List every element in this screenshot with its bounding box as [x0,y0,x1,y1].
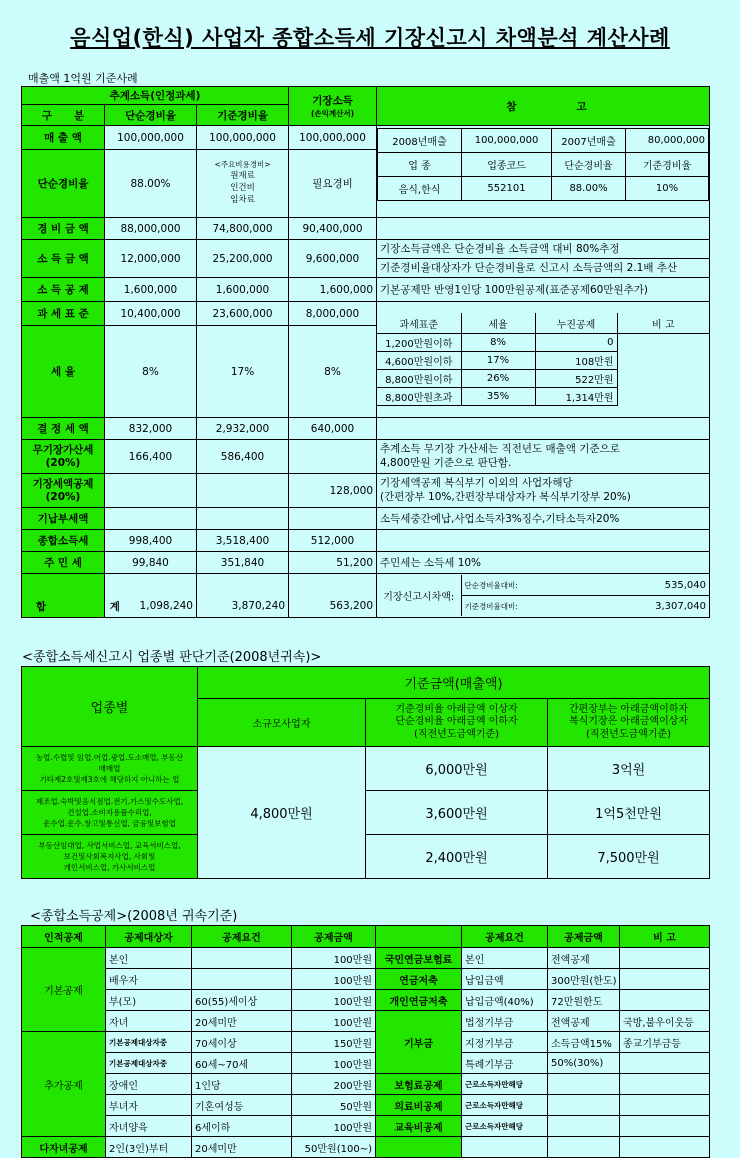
section3-title: <종합소득공제>(2008년 귀속기준) [30,909,238,924]
sales-simple: 100,000,000 [105,126,197,150]
prepaid-simple [105,508,197,530]
income-deduction-table [21,925,710,1158]
ref-h-biz: 업 종 [378,152,462,176]
tax-standard: 2,932,000 [197,418,289,440]
ref-2007-label: 2007년매출 [552,128,626,152]
nobook-standard: 586,400 [197,440,289,474]
r-pension-req: 본인 [462,948,548,969]
ref-2007: 80,000,000 [626,128,709,152]
resident-simple: 99,840 [105,552,197,574]
diff2: 3,307,040 [655,600,707,612]
h-blank [376,926,462,948]
rate-row: 8,800만원이하 [377,370,461,388]
rate-simple: 88.00% [105,150,197,218]
rate-row: 1,200만원이하 [377,334,461,352]
r-saving: 연금저축 [376,969,462,990]
ref-2008: 100,000,000 [462,128,552,152]
row-total-income-label: 종합소득세 [22,530,105,552]
deduct-amt: 200만원 [292,1074,376,1095]
h-req2: 공제요건 [462,926,548,948]
resident-standard: 351,840 [197,552,289,574]
ref-deduct-note: 기본공제만 반영1인당 100만원공제(표준공제60만원추가) [377,278,710,302]
deduct-req: 60(55)세이상 [192,990,292,1011]
group-basic: 기본공제 [22,948,106,1032]
deduct-amt: 150만원 [292,1032,376,1053]
r-don1-req: 법정기부금 [462,1011,548,1032]
h-note: 비 고 [620,926,710,948]
r-pension: 국민연금보험료 [376,948,462,969]
income-simple: 12,000,000 [105,240,197,278]
row-sum-label-top [22,574,105,596]
nobook-gijang [289,440,377,474]
ref-h-code: 업종코드 [462,152,552,176]
h-amt2: 공제금액 [548,926,620,948]
deduct-standard: 1,600,000 [197,278,289,302]
ref-prepaid-note: 소득세중간예납,사업소득자3%징수,기타소득자20% [377,508,710,530]
row-taxrate-label: 세 율 [22,326,105,418]
r-donation: 기부금 [376,1011,462,1074]
r-med-note [620,1095,710,1116]
tax-comparison-table [21,86,710,618]
simple-amount-2: 3,600만원 [366,791,548,835]
industry-group-1: 농업.수렵및 임업.어업.광업.도소매업, 부동산 매매업 기타제2호및제3호에 해당하지 아니하는 업 [22,747,198,791]
deduct-req [192,969,292,990]
header-standard: 기준경비율 [197,105,289,126]
diff1-label: 단순경비율대비: [461,575,551,596]
base-standard: 23,600,000 [197,302,289,326]
total-income-gijang: 512,000 [289,530,377,552]
deduct-amt: 100만원 [292,990,376,1011]
sum-standard: 3,870,240 [197,596,289,618]
simple-amount-1: 6,000만원 [366,747,548,791]
simple-amount-3: 2,400만원 [366,835,548,879]
ref-biz: 음식,한식 [378,176,462,200]
r-personal-req: 납입금액(40%) [462,990,548,1011]
sales-gijang: 100,000,000 [289,126,377,150]
header-reference: 참고 [377,87,710,126]
header-book-criteria: 간편장부는 아래금액이하자 복식기장은 아래금액이상자 (직전년도금액기준) [548,699,710,747]
rate-row: 8,800만원초과 [377,388,461,406]
r-personal: 개인연금저축 [376,990,462,1011]
deduct-amt: 50만원 [292,1095,376,1116]
ref-diff [377,574,710,618]
rate-row: 522만원 [535,370,617,388]
ref-rate-table [377,302,710,418]
total-income-standard: 3,518,400 [197,530,289,552]
r-pension-amt: 전액공제 [548,948,620,969]
r-edu-note [620,1116,710,1137]
deduct-req: 70세이상 [192,1032,292,1053]
base-simple: 10,400,000 [105,302,197,326]
deduct-target: 기본공제대상자중 [106,1053,192,1074]
deduct-target: 부녀자 [106,1095,192,1116]
r-empty [462,1137,548,1158]
h-req: 공제요건 [192,926,292,948]
ref-code: 552101 [462,176,552,200]
expense-gijang: 90,400,000 [289,218,377,240]
rate-standard-costs: <주요비용경비> 원재료 인건비 임차료 [197,150,289,218]
header-gijang: 기장소득 (손익계산서) [289,87,377,126]
taxrate-simple: 8% [105,326,197,418]
book-amount-3: 7,500만원 [548,835,710,879]
r-edu-req: 근로소득자만해당 [462,1116,548,1137]
rate-row: 108만원 [535,352,617,370]
deduct-target: 기본공제대상자중 [106,1032,192,1053]
diff-label: 기장신고시차액: [377,575,461,616]
r-don3-note [620,1053,710,1074]
sum-simple: 1,098,240 [105,596,197,618]
row-resident-label: 주 민 세 [22,552,105,574]
deduct-target: 배우자 [106,969,192,990]
rate-gijang: 필요경비 [289,150,377,218]
ref-2008-label: 2008년매출 [378,128,462,152]
deduct-target: 자녀양육 [106,1116,192,1137]
r-don2-note: 종교기부금등 [620,1032,710,1053]
deduct-req: 기혼여성등 [192,1095,292,1116]
deduct-req: 20세미만 [192,1011,292,1032]
row-credit-label: 기장세액공제 (20%) [22,474,105,508]
ref-empty [377,218,710,240]
r-saving-req: 납입금액 [462,969,548,990]
row-prepaid-label: 기납부세액 [22,508,105,530]
expense-standard: 74,800,000 [197,218,289,240]
rate-row: 4,600만원이하 [377,352,461,370]
book-amount-2: 1억5천만원 [548,791,710,835]
expense-simple: 88,000,000 [105,218,197,240]
deduct-target: 자녀 [106,1011,192,1032]
section2-title: <종합소득세신고시 업종별 판단기준(2008년귀속)> [22,650,322,665]
rate-row: 0 [535,334,617,352]
header-industry: 업종별 [22,667,198,747]
r-education: 교육비공제 [376,1116,462,1137]
ref-empty [377,418,710,440]
ref-resident-note: 주민세는 소득세 10% [377,552,710,574]
deduct-target: 부(모) [106,990,192,1011]
ref-simple: 88.00% [552,176,626,200]
rate-row: 17% [461,352,535,370]
sum-top-gijang [289,574,377,596]
ref-nobook-note: 추계소득 무기장 가산세는 직전년도 매출액 기준으로 4,800만원 기준으로 판단함. [377,440,710,474]
ref-income-notes: 기장소득금액은 단순경비율 소득금액 대비 80%추정 기준경비율대상자가 단순경비율로 신고시 소득금액의 2.1배 추산 [377,240,710,278]
ref-h-simple: 단순경비율 [552,152,626,176]
deduct-req: 1인당 [192,1074,292,1095]
industry-criteria-table [21,666,710,879]
row-rate-label: 단순경비율 [22,150,105,218]
h-target: 공제대상자 [106,926,192,948]
row-tax-label: 결 정 세 액 [22,418,105,440]
r-don1-amt: 전액공제 [548,1011,620,1032]
nobook-simple: 166,400 [105,440,197,474]
r-don3-req: 특례기부금 [462,1053,548,1074]
r-ins-req: 근로소득자만해당 [462,1074,548,1095]
rate-h-progressive: 누진공제 [535,313,617,334]
rate-row: 35% [461,388,535,406]
deduct-amt: 100만원 [292,1053,376,1074]
rate-row: 1,314만원 [535,388,617,406]
rate-h-base: 과세표준 [377,313,461,334]
r-edu-amt [548,1116,620,1137]
reference-industry [377,126,710,218]
income-standard: 25,200,000 [197,240,289,278]
page-title: 음식업(한식) 사업자 종합소득세 기장신고시 차액분석 계산사례 [70,26,670,50]
r-don1-note: 국방,불우이웃등 [620,1011,710,1032]
r-ins-amt [548,1074,620,1095]
deduct-amt: 100만원 [292,969,376,990]
rate-h-note: 비 고 [617,313,709,334]
row-income-label: 소 득 금 액 [22,240,105,278]
small-biz-amount: 4,800만원 [198,747,366,879]
r-don2-amt: 소득금액15% [548,1032,620,1053]
rate-row: 26% [461,370,535,388]
deduct-req: 20세미만 [192,1137,292,1158]
deduct-req: 60세~70세 [192,1053,292,1074]
total-income-simple: 998,400 [105,530,197,552]
row-nobook-label: 무기장가산세 (20%) [22,440,105,474]
income-gijang: 9,600,000 [289,240,377,278]
sum-gijang: 563,200 [289,596,377,618]
r-med-amt [548,1095,620,1116]
r-insurance: 보험료공제 [376,1074,462,1095]
deduct-gijang: 1,600,000 [289,278,377,302]
ref-empty [377,530,710,552]
diff2-label: 기준경비율대비: [464,601,518,611]
header-chugye: 추계소득(인정과세) [22,87,289,105]
rate-h-rate: 세율 [461,313,535,334]
base-gijang: 8,000,000 [289,302,377,326]
sum-top-standard [197,574,289,596]
prepaid-standard [197,508,289,530]
r-personal-amt: 72만원한도 [548,990,620,1011]
row-base-label: 과 세 표 준 [22,302,105,326]
header-gubun: 구 분 [22,105,105,126]
industry-group-2: 제조업.숙박및음식점업.전기.가스및수도사업, 건설업.소비자용품수리업, 운수업.운수.창고및통신업, 금융및보험업 [22,791,198,835]
r-personal-note [620,990,710,1011]
r-don3-amt: 50%(30%) [548,1053,620,1074]
deduct-target: 본인 [106,948,192,969]
credit-standard [197,474,289,508]
deduct-amt: 100만원 [292,1116,376,1137]
diff1: 535,040 [551,575,709,596]
tax-gijang: 640,000 [289,418,377,440]
group-kids: 다자녀공제 [22,1137,106,1158]
r-saving-note [620,969,710,990]
deduct-target: 장애인 [106,1074,192,1095]
deduct-simple: 1,600,000 [105,278,197,302]
subtitle: 매출액 1억원 기준사례 [28,72,138,85]
header-amount: 기준금액(매출액) [198,667,710,699]
r-med-req: 근로소득자만해당 [462,1095,548,1116]
row-sales-label: 매 출 액 [22,126,105,150]
rate-row: 8% [461,334,535,352]
tax-simple: 832,000 [105,418,197,440]
r-saving-amt: 300만원(한도) [548,969,620,990]
credit-simple [105,474,197,508]
ref-h-standard: 기준경비율 [626,152,709,176]
industry-group-3: 부동산임대업, 사업서비스업, 교육서비스업, 보건및사회복지사업, 사회및 개인서비스업, 가사서비스업 [22,835,198,879]
header-simple-criteria: 기준경비율 아래금액 이상자 단순경비율 아래금액 이하자 (직전년도금액기준) [366,699,548,747]
ref-credit-note: 기장세액공제 복식부기 이외의 사업자해당 (간편장부 10%,간편장부대상자가 복식부기장부 20%) [377,474,710,508]
row-deduct-label: 소 득 공 제 [22,278,105,302]
row-sum-label: 합 계 [22,596,105,618]
prepaid-gijang [289,508,377,530]
h-personal: 인적공제 [22,926,106,948]
deduct-req [192,948,292,969]
header-small-biz: 소규모사업자 [198,699,366,747]
deduct-amt: 100만원 [292,1011,376,1032]
r-pension-note [620,948,710,969]
book-amount-1: 3억원 [548,747,710,791]
deduct-amt: 50만원(100~) [292,1137,376,1158]
ref-standard: 10% [626,176,709,200]
r-empty [548,1137,620,1158]
r-don2-req: 지정기부금 [462,1032,548,1053]
deduct-amt: 100만원 [292,948,376,969]
h-amt: 공제금액 [292,926,376,948]
sales-standard: 100,000,000 [197,126,289,150]
resident-gijang: 51,200 [289,552,377,574]
deduct-target: 2인(3인)부터 [106,1137,192,1158]
r-ins-note [620,1074,710,1095]
r-empty [376,1137,462,1158]
credit-gijang: 128,000 [289,474,377,508]
header-simple: 단순경비율 [105,105,197,126]
taxrate-standard: 17% [197,326,289,418]
sum-top-simple [105,574,197,596]
r-empty [620,1137,710,1158]
r-medical: 의료비공제 [376,1095,462,1116]
row-expense-label: 경 비 금 액 [22,218,105,240]
taxrate-gijang: 8% [289,326,377,418]
group-extra: 추가공제 [22,1032,106,1137]
deduct-req: 6세이하 [192,1116,292,1137]
